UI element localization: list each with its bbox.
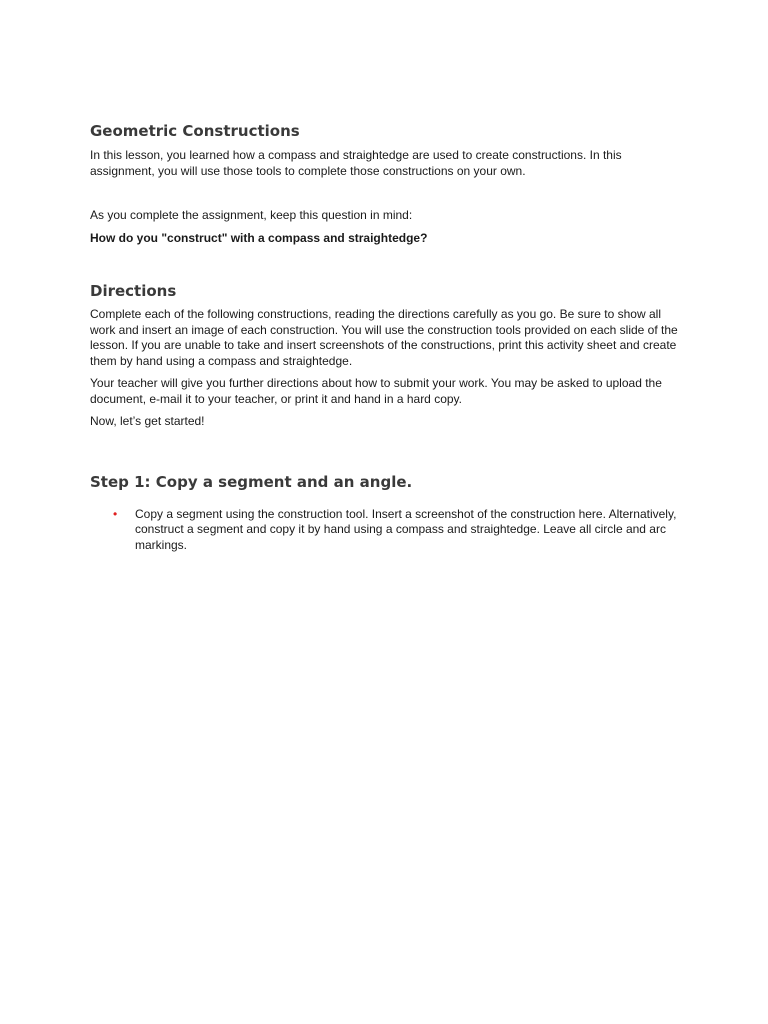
intro-paragraph: In this lesson, you learned how a compass and straightedge are used to create constructions. In this assignment, you will use those tools to complete those constructions on your own. (90, 148, 622, 178)
document-page (90, 118, 680, 553)
directions-paragraph-1: Complete each of the following constructions, reading the directions carefully as you go. Be sure to show all work and insert an image of each construction. You will use the construction tools provided on each slide of the lesson. If you are unable to take and insert screenshots of the constructions, print this activity sheet and create them by hand using a compass and straightedge. (90, 307, 678, 368)
document-title: Geometric Constructions (90, 122, 300, 140)
question-prompt: As you complete the assignment, keep this question in mind: (90, 208, 413, 222)
step-1-heading: Step 1: Copy a segment and an angle. (90, 472, 413, 491)
bullet-icon: • (113, 506, 118, 521)
list-item (90, 507, 680, 554)
directions-heading: Directions (90, 282, 177, 300)
list-item-text: Copy a segment using the construction tool. Insert a screenshot of the construction here. Alternatively, construct a segment and copy it by hand using a compass and straightedge. Leave all circle and arc markings. (135, 506, 677, 552)
step-1-bullet-list (90, 507, 680, 554)
essential-question: How do you "construct" with a compass and straightedge? (90, 230, 428, 245)
directions-paragraph-3: Now, let’s get started! (90, 414, 205, 428)
directions-paragraph-2: Your teacher will give you further directions about how to submit your work. You may be asked to upload the document, e-mail it to your teacher, or print it and hand in a hard copy. (90, 376, 662, 406)
